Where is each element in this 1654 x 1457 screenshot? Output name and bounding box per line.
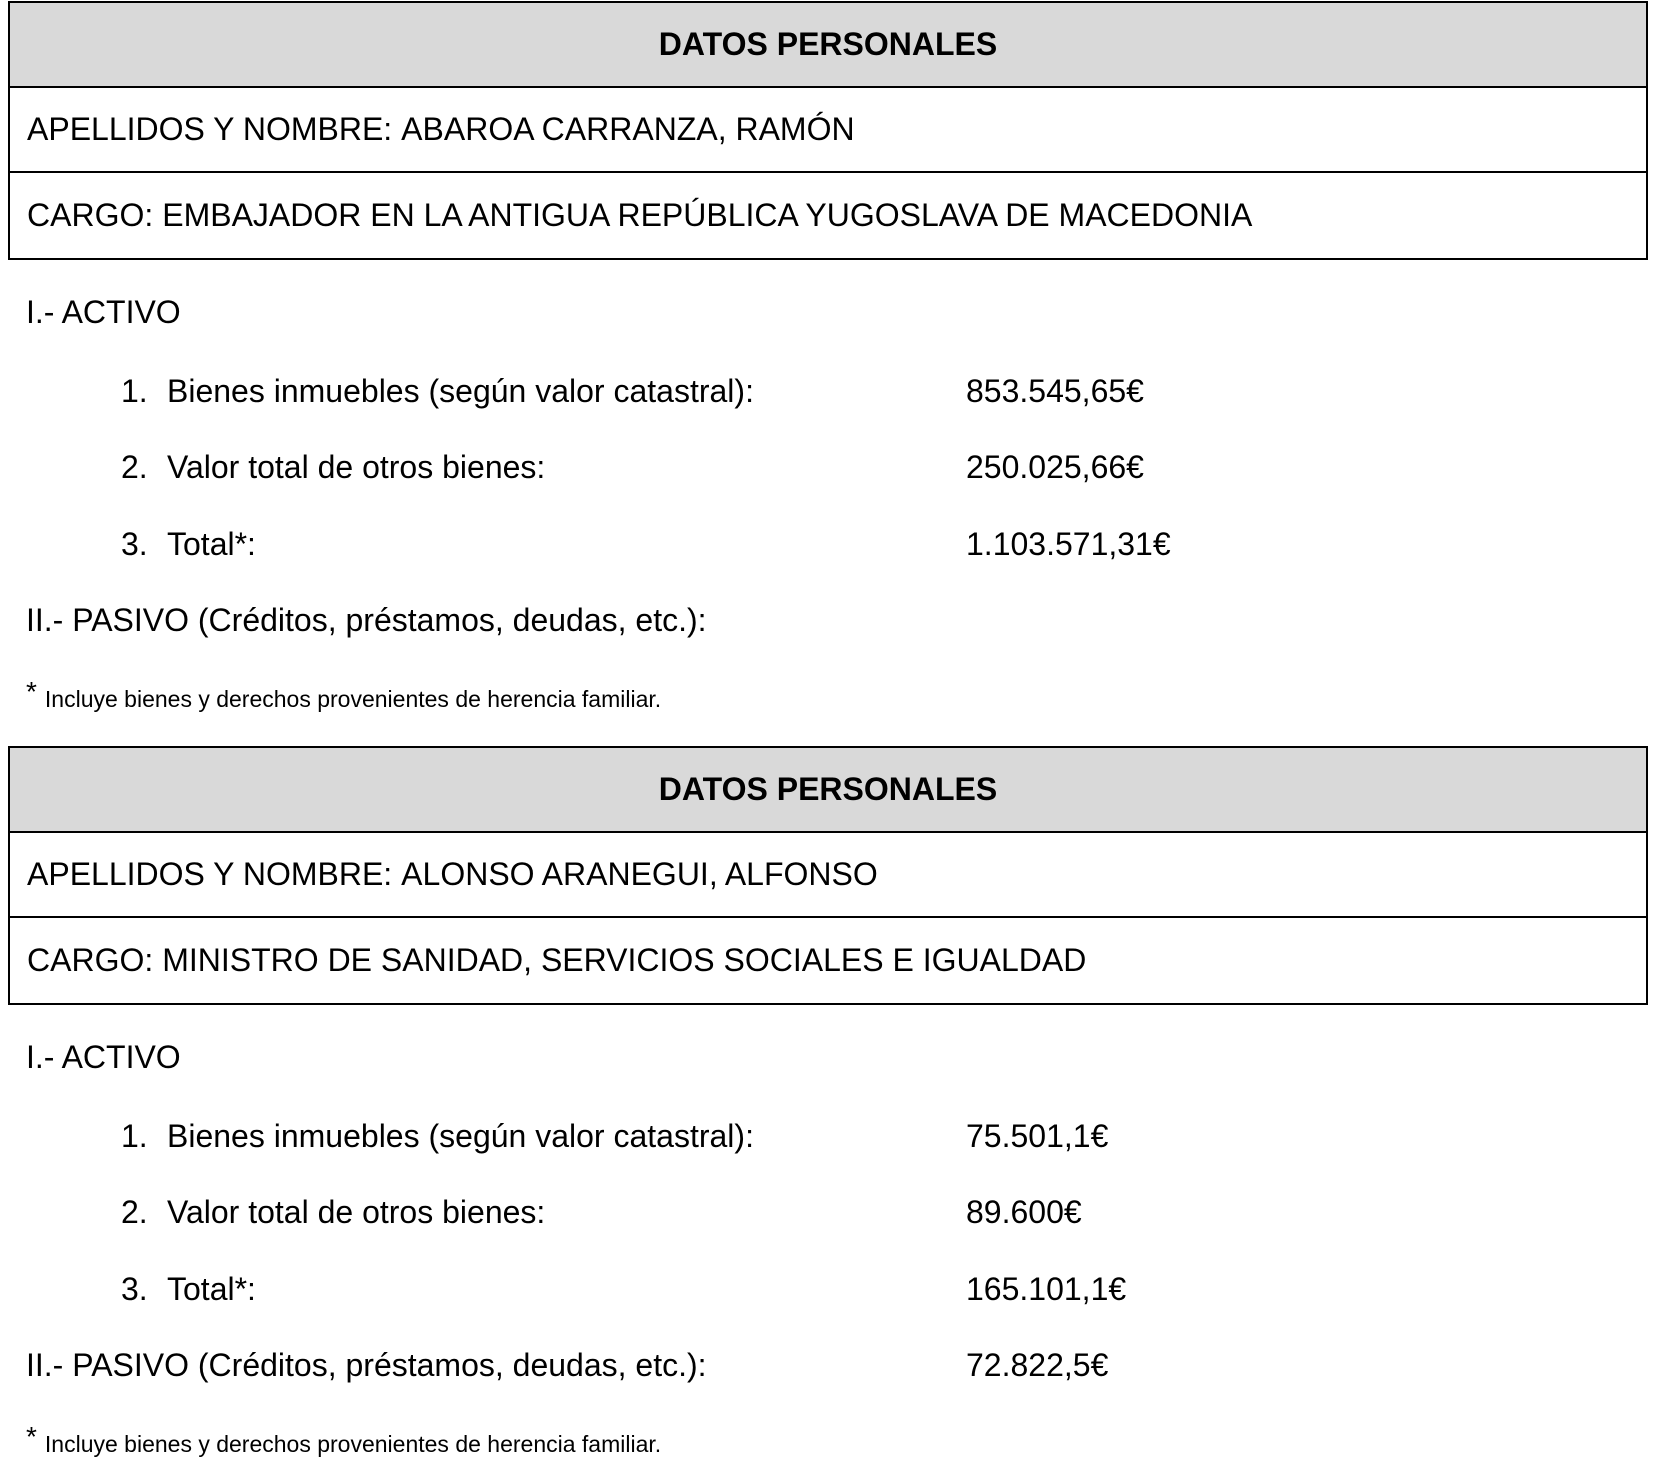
name-value: ALONSO ARANEGUI, ALFONSO xyxy=(401,856,878,892)
personal-data-table xyxy=(8,746,1648,1005)
name-label: APELLIDOS Y NOMBRE: xyxy=(27,111,393,147)
footnote-text: Incluye bienes y derechos provenientes de herencia familiar. xyxy=(44,686,662,712)
table-header: DATOS PERSONALES xyxy=(10,748,1646,833)
footnote xyxy=(26,676,662,712)
cargo-row xyxy=(10,173,1646,258)
item-label: Bienes inmuebles (según valor catastral): xyxy=(167,373,754,409)
item-value: 165.101,1€ xyxy=(966,1271,1127,1307)
table-header: DATOS PERSONALES xyxy=(10,3,1646,88)
activo-title: I.- ACTIVO xyxy=(26,1039,181,1075)
cargo-label: CARGO: xyxy=(27,942,154,978)
item-label: Valor total de otros bienes: xyxy=(167,449,546,485)
name-value: ABAROA CARRANZA, RAMÓN xyxy=(401,111,855,147)
item-value: 89.600€ xyxy=(966,1194,1082,1230)
item-value: 1.103.571,31€ xyxy=(966,526,1171,562)
item-number: 1. xyxy=(121,373,148,409)
cargo-value: MINISTRO DE SANIDAD, SERVICIOS SOCIALES E IGUALDAD xyxy=(162,942,1087,978)
footnote-mark: * xyxy=(26,1421,37,1452)
item-number: 2. xyxy=(121,449,148,485)
item-number: 3. xyxy=(121,526,148,562)
pasivo-title: II.- PASIVO (Créditos, préstamos, deudas, etc.): xyxy=(26,602,707,638)
item-value: 250.025,66€ xyxy=(966,449,1144,485)
name-label: APELLIDOS Y NOMBRE: xyxy=(27,856,393,892)
cargo-value: EMBAJADOR EN LA ANTIGUA REPÚBLICA YUGOSLAVA DE MACEDONIA xyxy=(162,197,1253,233)
name-row xyxy=(10,88,1646,173)
activo-title: I.- ACTIVO xyxy=(26,294,181,330)
item-label: Total*: xyxy=(167,526,256,562)
item-value: 75.501,1€ xyxy=(966,1118,1109,1154)
name-row xyxy=(10,833,1646,918)
footnote xyxy=(26,1421,662,1457)
pasivo-value: 72.822,5€ xyxy=(966,1347,1109,1383)
personal-data-table xyxy=(8,1,1648,260)
item-number: 3. xyxy=(121,1271,148,1307)
item-label: Total*: xyxy=(167,1271,256,1307)
item-value: 853.545,65€ xyxy=(966,373,1144,409)
item-label: Bienes inmuebles (según valor catastral): xyxy=(167,1118,754,1154)
pasivo-title: II.- PASIVO (Créditos, préstamos, deudas, etc.): xyxy=(26,1347,707,1383)
cargo-label: CARGO: xyxy=(27,197,154,233)
cargo-row xyxy=(10,918,1646,1003)
item-label: Valor total de otros bienes: xyxy=(167,1194,546,1230)
item-number: 2. xyxy=(121,1194,148,1230)
footnote-mark: * xyxy=(26,676,37,707)
item-number: 1. xyxy=(121,1118,148,1154)
footnote-text: Incluye bienes y derechos provenientes de herencia familiar. xyxy=(44,1431,662,1457)
